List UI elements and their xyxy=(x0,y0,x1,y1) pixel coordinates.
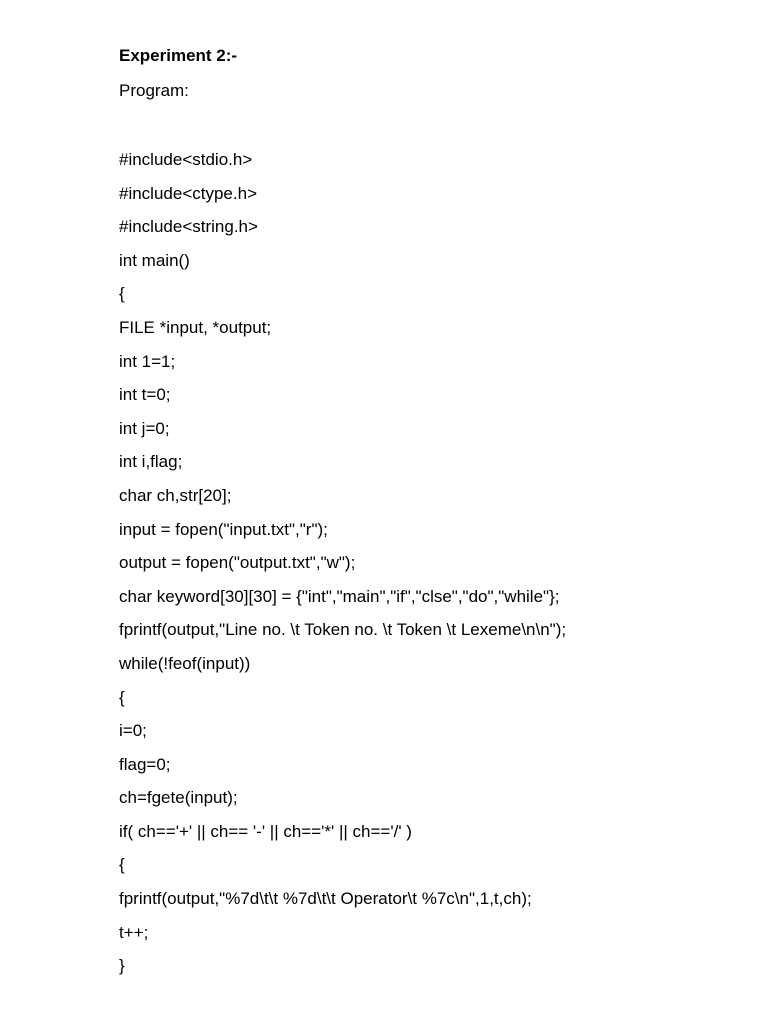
code-line: #include<stdio.h> xyxy=(119,150,253,169)
code-line: int i,flag; xyxy=(119,452,183,472)
program-label: Program: xyxy=(119,81,189,100)
code-line: char keyword[30][30] = {"int","main","if","clse","do","while"}; xyxy=(119,586,560,606)
code-line: int main() xyxy=(119,250,190,270)
code-line: if( ch=='+' || ch== '-' || ch=='*' || ch=='/' ) xyxy=(119,821,412,841)
code-line: output = fopen("output.txt","w"); xyxy=(119,553,356,573)
code-line: #include<ctype.h> xyxy=(119,183,257,203)
code-line: while(!feof(input)) xyxy=(119,653,251,673)
code-line: char ch,str[20]; xyxy=(119,485,232,505)
code-line: flag=0; xyxy=(119,754,171,774)
code-line: i=0; xyxy=(119,721,147,741)
code-line: FILE *input, *output; xyxy=(119,317,272,337)
code-line: int j=0; xyxy=(119,418,170,438)
program-code-block xyxy=(119,148,566,988)
code-line: int t=0; xyxy=(119,385,171,405)
code-line: } xyxy=(119,956,125,976)
code-line: ch=fgete(input); xyxy=(119,788,238,808)
code-line: t++; xyxy=(119,922,149,942)
code-line: { xyxy=(119,855,125,875)
code-line: input = fopen("input.txt","r"); xyxy=(119,519,328,539)
code-line: int 1=1; xyxy=(119,351,176,371)
code-line: fprintf(output,"%7d\t\t %7d\t\t Operator\t %7c\n",1,t,ch); xyxy=(119,889,532,909)
code-line: fprintf(output,"Line no. \t Token no. \t Token \t Lexeme\n\n"); xyxy=(119,620,567,640)
code-line: #include<string.h> xyxy=(119,217,258,237)
code-line: { xyxy=(119,284,125,304)
experiment-heading: Experiment 2:- xyxy=(119,46,238,65)
code-line: { xyxy=(119,687,125,707)
